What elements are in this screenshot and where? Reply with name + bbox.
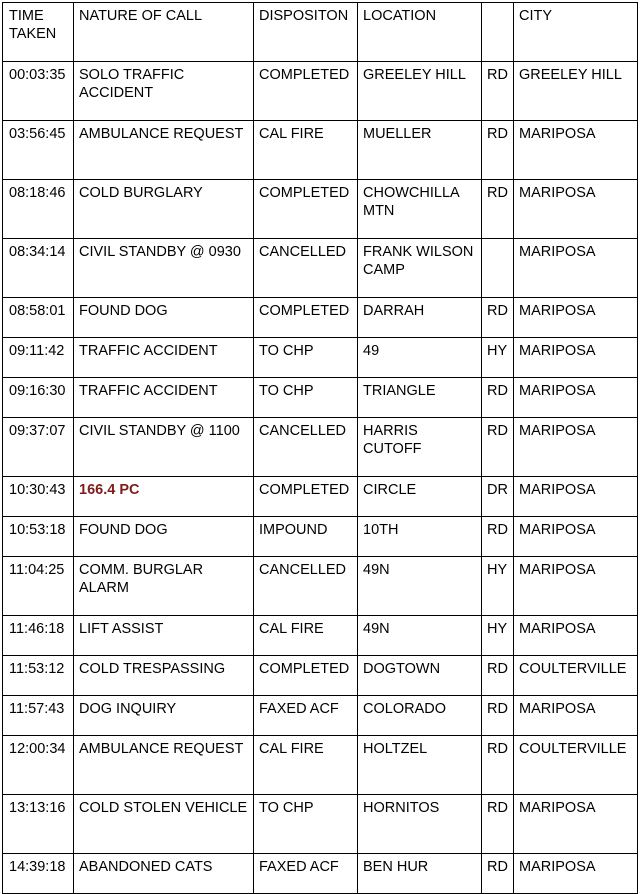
cell-nature: FOUND DOG <box>74 298 254 338</box>
cell-time: 08:34:14 <box>3 239 74 298</box>
cell-city: MARIPOSA <box>514 338 638 378</box>
cell-city: COULTERVILLE <box>514 656 638 696</box>
cell-nature: COLD STOLEN VEHICLE <box>74 795 254 854</box>
table-row <box>3 298 638 338</box>
cell-location: HORNITOS <box>358 795 482 854</box>
cell-disposition: COMPLETED <box>254 656 358 696</box>
cell-road-suffix: RD <box>482 121 514 180</box>
cell-disposition: CANCELLED <box>254 557 358 616</box>
cell-time: 08:18:46 <box>3 180 74 239</box>
cell-location: MUELLER <box>358 121 482 180</box>
cell-location: HOLTZEL <box>358 736 482 795</box>
cell-road-suffix: RD <box>482 656 514 696</box>
table-row <box>3 418 638 477</box>
cell-time: 10:30:43 <box>3 477 74 517</box>
cell-road-suffix: HY <box>482 616 514 656</box>
cell-nature: COMM. BURGLAR ALARM <box>74 557 254 616</box>
header-city: CITY <box>514 3 638 62</box>
cell-city: MARIPOSA <box>514 517 638 557</box>
cell-road-suffix: RD <box>482 180 514 239</box>
cell-nature: DOG INQUIRY <box>74 696 254 736</box>
table-row <box>3 180 638 239</box>
header-time: TIME TAKEN <box>3 3 74 62</box>
header-suffix <box>482 3 514 62</box>
cell-city: MARIPOSA <box>514 557 638 616</box>
cell-disposition: FAXED ACF <box>254 696 358 736</box>
cell-time: 03:56:45 <box>3 121 74 180</box>
cell-nature: LIFT ASSIST <box>74 616 254 656</box>
cell-nature: CIVIL STANDBY @ 1100 <box>74 418 254 477</box>
table-row <box>3 656 638 696</box>
cell-disposition: TO CHP <box>254 338 358 378</box>
cell-city: MARIPOSA <box>514 616 638 656</box>
cell-road-suffix: RD <box>482 795 514 854</box>
cell-location: CHOWCHILLA MTN <box>358 180 482 239</box>
table-row <box>3 517 638 557</box>
cell-disposition: CANCELLED <box>254 418 358 477</box>
cell-location: DARRAH <box>358 298 482 338</box>
cell-location: 10TH <box>358 517 482 557</box>
cell-disposition: CAL FIRE <box>254 616 358 656</box>
cell-disposition: IMPOUND <box>254 517 358 557</box>
cell-city: MARIPOSA <box>514 378 638 418</box>
cell-disposition: COMPLETED <box>254 477 358 517</box>
table-row <box>3 854 638 894</box>
cell-location: 49N <box>358 616 482 656</box>
table-row <box>3 62 638 121</box>
cell-time: 12:00:34 <box>3 736 74 795</box>
table-row <box>3 477 638 517</box>
cell-road-suffix: RD <box>482 418 514 477</box>
cell-disposition: CAL FIRE <box>254 121 358 180</box>
header-disposition: DISPOSITON <box>254 3 358 62</box>
call-log-table <box>2 2 638 894</box>
header-location: LOCATION <box>358 3 482 62</box>
cell-city: MARIPOSA <box>514 239 638 298</box>
cell-road-suffix: HY <box>482 338 514 378</box>
cell-location: HARRIS CUTOFF <box>358 418 482 477</box>
cell-location: TRIANGLE <box>358 378 482 418</box>
cell-time: 11:04:25 <box>3 557 74 616</box>
table-row <box>3 616 638 656</box>
cell-disposition: CANCELLED <box>254 239 358 298</box>
table-row <box>3 795 638 854</box>
cell-time: 09:37:07 <box>3 418 74 477</box>
table-row <box>3 736 638 795</box>
cell-location: 49N <box>358 557 482 616</box>
cell-location: FRANK WILSON CAMP <box>358 239 482 298</box>
cell-nature: 166.4 PC <box>74 477 254 517</box>
header-row <box>3 3 638 62</box>
cell-disposition: COMPLETED <box>254 62 358 121</box>
table-row <box>3 121 638 180</box>
cell-time: 09:11:42 <box>3 338 74 378</box>
cell-time: 13:13:16 <box>3 795 74 854</box>
cell-road-suffix: RD <box>482 62 514 121</box>
cell-city: MARIPOSA <box>514 180 638 239</box>
cell-location: COLORADO <box>358 696 482 736</box>
cell-city: MARIPOSA <box>514 418 638 477</box>
cell-road-suffix <box>482 239 514 298</box>
cell-road-suffix: RD <box>482 378 514 418</box>
cell-time: 08:58:01 <box>3 298 74 338</box>
table-row <box>3 696 638 736</box>
cell-disposition: TO CHP <box>254 378 358 418</box>
cell-nature: SOLO TRAFFIC ACCIDENT <box>74 62 254 121</box>
cell-nature: TRAFFIC ACCIDENT <box>74 338 254 378</box>
cell-city: MARIPOSA <box>514 477 638 517</box>
cell-nature: AMBULANCE REQUEST <box>74 121 254 180</box>
cell-time: 00:03:35 <box>3 62 74 121</box>
cell-nature: AMBULANCE REQUEST <box>74 736 254 795</box>
cell-road-suffix: RD <box>482 696 514 736</box>
cell-road-suffix: RD <box>482 736 514 795</box>
cell-nature: ABANDONED CATS <box>74 854 254 894</box>
header-nature: NATURE OF CALL <box>74 3 254 62</box>
cell-time: 11:53:12 <box>3 656 74 696</box>
cell-nature: TRAFFIC ACCIDENT <box>74 378 254 418</box>
cell-road-suffix: RD <box>482 298 514 338</box>
cell-time: 11:46:18 <box>3 616 74 656</box>
cell-time: 09:16:30 <box>3 378 74 418</box>
cell-city: GREELEY HILL <box>514 62 638 121</box>
cell-disposition: COMPLETED <box>254 298 358 338</box>
cell-location: 49 <box>358 338 482 378</box>
cell-road-suffix: DR <box>482 477 514 517</box>
cell-city: COULTERVILLE <box>514 736 638 795</box>
cell-disposition: COMPLETED <box>254 180 358 239</box>
cell-city: MARIPOSA <box>514 795 638 854</box>
cell-disposition: TO CHP <box>254 795 358 854</box>
cell-city: MARIPOSA <box>514 696 638 736</box>
cell-time: 11:57:43 <box>3 696 74 736</box>
cell-road-suffix: HY <box>482 557 514 616</box>
cell-nature: COLD TRESPASSING <box>74 656 254 696</box>
cell-city: MARIPOSA <box>514 121 638 180</box>
cell-location: DOGTOWN <box>358 656 482 696</box>
cell-nature: FOUND DOG <box>74 517 254 557</box>
cell-disposition: FAXED ACF <box>254 854 358 894</box>
cell-city: MARIPOSA <box>514 298 638 338</box>
cell-time: 14:39:18 <box>3 854 74 894</box>
cell-road-suffix: RD <box>482 517 514 557</box>
cell-city: MARIPOSA <box>514 854 638 894</box>
table-row <box>3 378 638 418</box>
table-row <box>3 338 638 378</box>
table-row <box>3 239 638 298</box>
cell-nature: COLD BURGLARY <box>74 180 254 239</box>
cell-disposition: CAL FIRE <box>254 736 358 795</box>
cell-location: CIRCLE <box>358 477 482 517</box>
cell-nature: CIVIL STANDBY @ 0930 <box>74 239 254 298</box>
table-row <box>3 557 638 616</box>
cell-time: 10:53:18 <box>3 517 74 557</box>
cell-road-suffix: RD <box>482 854 514 894</box>
cell-location: BEN HUR <box>358 854 482 894</box>
cell-location: GREELEY HILL <box>358 62 482 121</box>
